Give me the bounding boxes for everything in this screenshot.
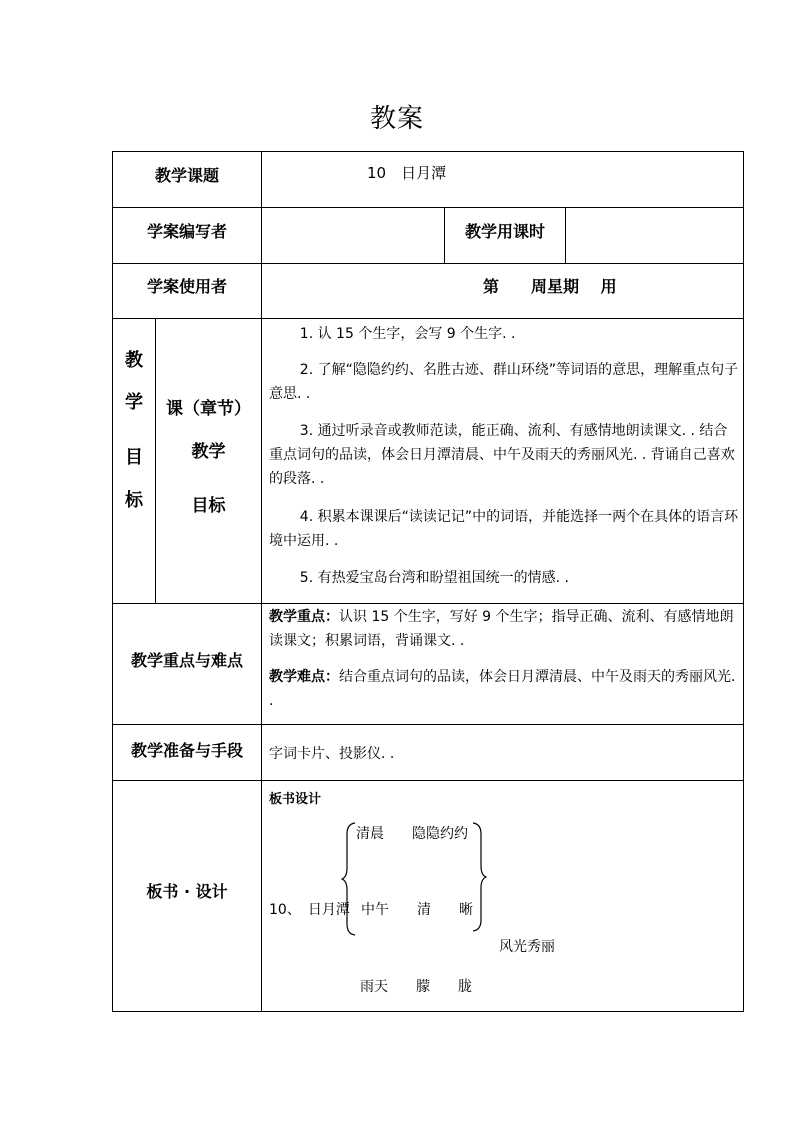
difficult-point-text: 结合重点词句的品读，体会日月潭清晨、中午及雨天的秀丽风光. . <box>269 669 736 709</box>
key-points-label: 教学重点与难点 <box>130 651 243 670</box>
board-lesson: 10、 日月潭 <box>269 902 350 918</box>
row-divider <box>113 318 743 319</box>
author-label: 学案编写者 <box>146 222 227 241</box>
board-heading: 板书设计 <box>269 792 322 807</box>
objectives-inner-line: 目标 <box>191 496 226 516</box>
column-divider <box>261 152 262 1011</box>
board-label: 板书 · 设计 <box>146 882 228 901</box>
board-line-1: 清晨 隐隐约约 <box>356 826 468 842</box>
prep-value: 字词卡片、投影仪. . <box>269 746 395 762</box>
row-divider <box>113 780 743 781</box>
column-divider <box>565 207 566 263</box>
row-divider <box>113 263 743 264</box>
board-line-2: 中午 清 晰 <box>361 902 473 918</box>
lesson-plan-table <box>112 151 744 1012</box>
board-right-brace <box>471 822 487 932</box>
objectives-outer-char: 教 <box>125 350 143 371</box>
objective-item: 5. 有热爱宝岛台湾和盼望祖国统一的情感. . <box>299 570 569 586</box>
objective-item: 4. 积累本课课后“读读记记”中的词语，并能选择一两个在具体的语言环境中运用. . <box>269 509 739 549</box>
row-divider <box>113 603 743 604</box>
difficult-point-heading: 教学难点： <box>269 669 339 685</box>
objectives-outer-char: 标 <box>125 490 143 511</box>
key-point-text: 认识 15 个生字，写好 9 个生字；指导正确、流利、有感情地朗读课文；积累词语，背诵课文. . <box>269 609 734 649</box>
key-point-heading: 教学重点： <box>269 609 339 625</box>
objectives-outer-char: 学 <box>125 392 143 413</box>
objectives-inner-line: 教学 <box>191 442 226 462</box>
lesson-topic-value: 10 日月潭 <box>367 164 447 182</box>
key-point-paragraph <box>269 605 739 653</box>
objective-item: 1. 认 15 个生字，会写 9 个生字. . <box>299 326 516 342</box>
board-left-brace <box>341 822 357 936</box>
objective-item: 2. 了解“隐隐约约、名胜古迹、群山环绕”等词语的意思，理解重点句子意思. . <box>269 362 739 402</box>
row-divider <box>113 724 743 725</box>
objectives-inner-line: 课（章节） <box>166 399 251 419</box>
row-divider <box>113 207 743 208</box>
difficult-point-paragraph <box>269 665 739 713</box>
user-label: 学案使用者 <box>146 277 227 296</box>
prep-label: 教学准备与手段 <box>130 741 243 760</box>
objective-item: 3. 通过听录音或教师范读，能正确、流利、有感情地朗读课文. . 结合重点词句的品读，体会日月潭清晨、中午及雨天的秀丽风光. . 背诵自己喜欢的段落. . <box>269 423 735 487</box>
objectives-outer-char: 目 <box>125 447 143 468</box>
user-value: 第 周星期 用 <box>483 277 617 296</box>
board-right: 风光秀丽 <box>499 939 555 955</box>
hours-label: 教学用课时 <box>464 222 545 241</box>
page-title: 教案 <box>369 104 424 134</box>
board-bottom: 雨天 朦 胧 <box>360 979 472 995</box>
lesson-topic-label: 教学课题 <box>154 166 219 185</box>
